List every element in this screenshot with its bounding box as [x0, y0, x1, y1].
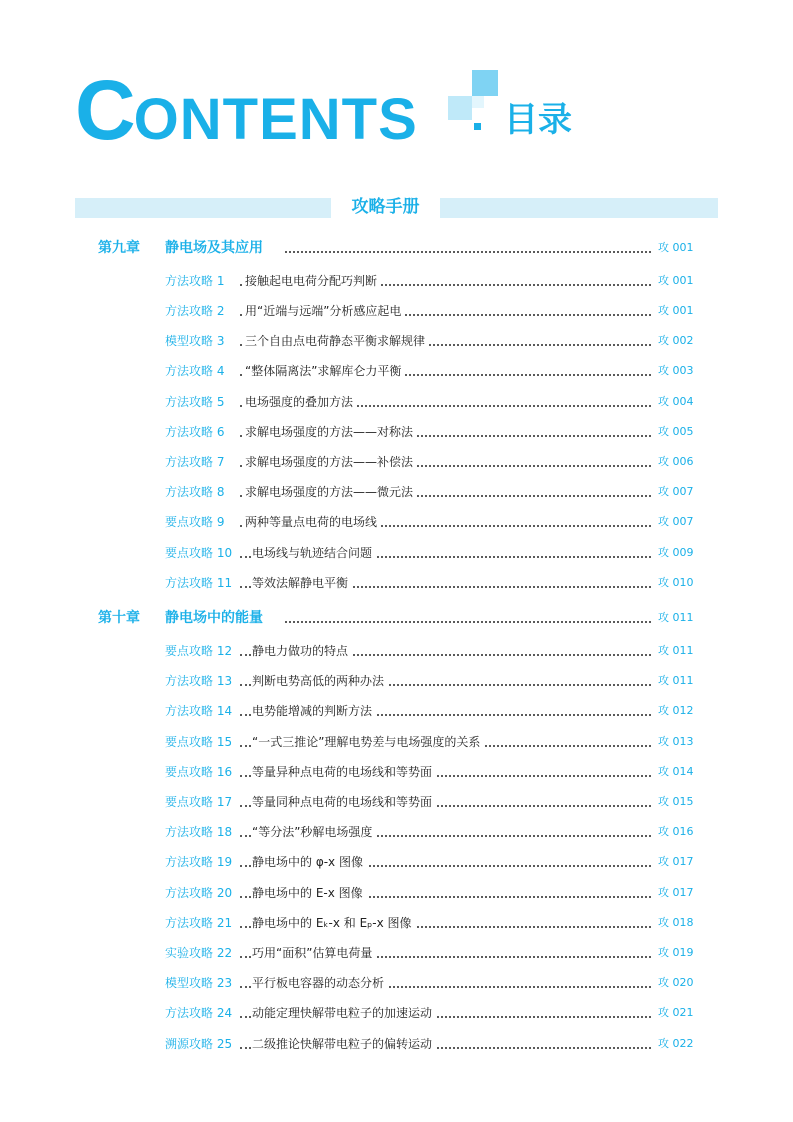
entry-title: 三个自由点电荷静态平衡求解规律 — [245, 331, 429, 351]
entry-label: 方法攻略 13 — [165, 674, 233, 688]
page-number: 攻 020 — [658, 976, 694, 989]
entry-label: 要点攻略 17 — [165, 795, 233, 809]
dot-leader — [285, 613, 651, 623]
toc-entry[interactable] — [0, 913, 793, 933]
entry-label: 溯源攻略 25 — [165, 1037, 233, 1051]
toc-entry[interactable] — [0, 482, 793, 502]
page-number: 攻 016 — [658, 825, 694, 838]
entry-title: 动能定理快解带电粒子的加速运动 — [252, 1003, 436, 1023]
toc-entry[interactable] — [0, 543, 793, 563]
entry-title: 电势能增减的判断方法 — [252, 701, 376, 721]
page-number: 攻 002 — [658, 334, 694, 347]
entry-label: 方法攻略 20 — [165, 886, 233, 900]
page-number: 攻 018 — [658, 916, 694, 929]
contents-wordmark — [75, 63, 418, 157]
entry-label: 方法攻略 19 — [165, 855, 233, 869]
page-number: 攻 011 — [658, 674, 694, 687]
entry-label: 方法攻略 7 — [165, 455, 225, 469]
entry-title: 用“近端与远端”分析感应起电 — [245, 301, 405, 321]
toc-entry[interactable] — [0, 452, 793, 472]
entry-title: 静电场中的 E-x 图像 — [252, 883, 367, 903]
toc-entry[interactable] — [0, 701, 793, 721]
toc-entry[interactable] — [0, 1034, 793, 1054]
decorative-square — [472, 70, 498, 96]
entry-label: 要点攻略 15 — [165, 735, 233, 749]
toc-entry[interactable] — [0, 732, 793, 752]
page-number: 攻 006 — [658, 455, 694, 468]
entry-title: 静电场中的 Eₖ-x 和 Eₚ-x 图像 — [252, 913, 416, 933]
entry-title: 判断电势高低的两种办法 — [252, 671, 388, 691]
entry-label: 要点攻略 10 — [165, 546, 233, 560]
page-number: 攻 001 — [658, 274, 694, 287]
entry-title: 电场强度的叠加方法 — [245, 392, 357, 412]
page-number: 攻 017 — [658, 886, 694, 899]
entry-title: 求解电场强度的方法——补偿法 — [245, 452, 417, 472]
entry-title: “整体隔离法”求解库仑力平衡 — [245, 361, 405, 381]
toc-entry[interactable] — [0, 852, 793, 872]
page-number: 攻 019 — [658, 946, 694, 959]
toc-entry[interactable] — [0, 392, 793, 412]
chapter-row[interactable] — [0, 608, 793, 628]
entry-title: 静电力做功的特点 — [252, 641, 352, 661]
toc-entry[interactable] — [0, 943, 793, 963]
chapter-row[interactable] — [0, 238, 793, 258]
toc-entry[interactable] — [0, 331, 793, 351]
page-number: 攻 011 — [658, 611, 694, 624]
page-number: 攻 011 — [658, 644, 694, 657]
toc-entry[interactable] — [0, 641, 793, 661]
contents-initial: C — [75, 63, 134, 157]
page-number: 攻 022 — [658, 1037, 694, 1050]
page-number: 攻 015 — [658, 795, 694, 808]
page-number: 攻 003 — [658, 364, 694, 377]
page-number: 攻 013 — [658, 735, 694, 748]
chapter-number: 第九章 — [98, 240, 140, 256]
section-title: 攻略手册 — [351, 197, 420, 217]
toc-entry[interactable] — [0, 762, 793, 782]
page-number: 攻 001 — [658, 241, 694, 254]
entry-label: 方法攻略 24 — [165, 1006, 233, 1020]
entry-title: 求解电场强度的方法——微元法 — [245, 482, 417, 502]
toc-entry[interactable] — [0, 301, 793, 321]
entry-title: 两种等量点电荷的电场线 — [245, 512, 381, 532]
page-number: 攻 004 — [658, 395, 694, 408]
entry-title: 二级推论快解带电粒子的偏转运动 — [252, 1034, 436, 1054]
entry-title: 电场线与轨迹结合问题 — [252, 543, 376, 563]
entry-label: 模型攻略 3 — [165, 334, 225, 348]
entry-title: 巧用“面积”估算电荷量 — [252, 943, 376, 963]
entry-title: 平行板电容器的动态分析 — [252, 973, 388, 993]
entry-label: 要点攻略 9 — [165, 515, 225, 529]
toc-entry[interactable] — [0, 973, 793, 993]
page-number: 攻 005 — [658, 425, 694, 438]
toc-entry[interactable] — [0, 822, 793, 842]
toc-entry[interactable] — [0, 671, 793, 691]
entry-label: 方法攻略 11 — [165, 576, 233, 590]
entry-label: 方法攻略 18 — [165, 825, 233, 839]
page-number: 攻 007 — [658, 515, 694, 528]
entry-label: 方法攻略 1 — [165, 274, 225, 288]
toc-entry[interactable] — [0, 361, 793, 381]
page-number: 攻 010 — [658, 576, 694, 589]
section-banner — [75, 198, 718, 218]
entry-label: 方法攻略 21 — [165, 916, 233, 930]
entry-label: 方法攻略 5 — [165, 395, 225, 409]
contents-rest: ONTENTS — [133, 87, 418, 152]
banner-bar-left — [75, 198, 331, 218]
entry-label: 方法攻略 2 — [165, 304, 225, 318]
mulu-title: 目录 — [504, 100, 572, 140]
chapter-title: 静电场中的能量 — [165, 608, 267, 628]
entry-label: 模型攻略 23 — [165, 976, 233, 990]
entry-title: 接触起电电荷分配巧判断 — [245, 271, 381, 291]
banner-bar-right — [440, 198, 718, 218]
decorative-square — [448, 96, 472, 120]
toc-entry[interactable] — [0, 1003, 793, 1023]
toc-entry[interactable] — [0, 271, 793, 291]
page-number: 攻 012 — [658, 704, 694, 717]
chapter-title: 静电场及其应用 — [165, 238, 267, 258]
entry-label: 方法攻略 14 — [165, 704, 233, 718]
entry-title: “一式三推论”理解电势差与电场强度的关系 — [252, 732, 484, 752]
page-number: 攻 009 — [658, 546, 694, 559]
page-number: 攻 021 — [658, 1006, 694, 1019]
toc-entry[interactable] — [0, 883, 793, 903]
entry-label: 方法攻略 6 — [165, 425, 225, 439]
page-number: 攻 001 — [658, 304, 694, 317]
decorative-square — [474, 123, 481, 130]
chapter-number: 第十章 — [98, 610, 140, 626]
toc-entry[interactable] — [0, 422, 793, 442]
entry-title: 等量异种点电荷的电场线和等势面 — [252, 762, 436, 782]
entry-label: 实验攻略 22 — [165, 946, 233, 960]
entry-label: 要点攻略 12 — [165, 644, 233, 658]
entry-title: 等量同种点电荷的电场线和等势面 — [252, 792, 436, 812]
toc-entry[interactable] — [0, 792, 793, 812]
entry-title: 求解电场强度的方法——对称法 — [245, 422, 417, 442]
dot-leader — [285, 243, 651, 253]
toc-entry[interactable] — [0, 512, 793, 532]
page-number: 攻 014 — [658, 765, 694, 778]
entry-title: 静电场中的 φ-x 图像 — [252, 852, 367, 872]
entry-title: 等效法解静电平衡 — [252, 573, 352, 593]
entry-label: 要点攻略 16 — [165, 765, 233, 779]
entry-label: 方法攻略 8 — [165, 485, 225, 499]
decorative-square — [472, 96, 484, 108]
entry-title: “等分法”秒解电场强度 — [252, 822, 376, 842]
page-number: 攻 017 — [658, 855, 694, 868]
entry-label: 方法攻略 4 — [165, 364, 225, 378]
page-number: 攻 007 — [658, 485, 694, 498]
toc-entry[interactable] — [0, 573, 793, 593]
